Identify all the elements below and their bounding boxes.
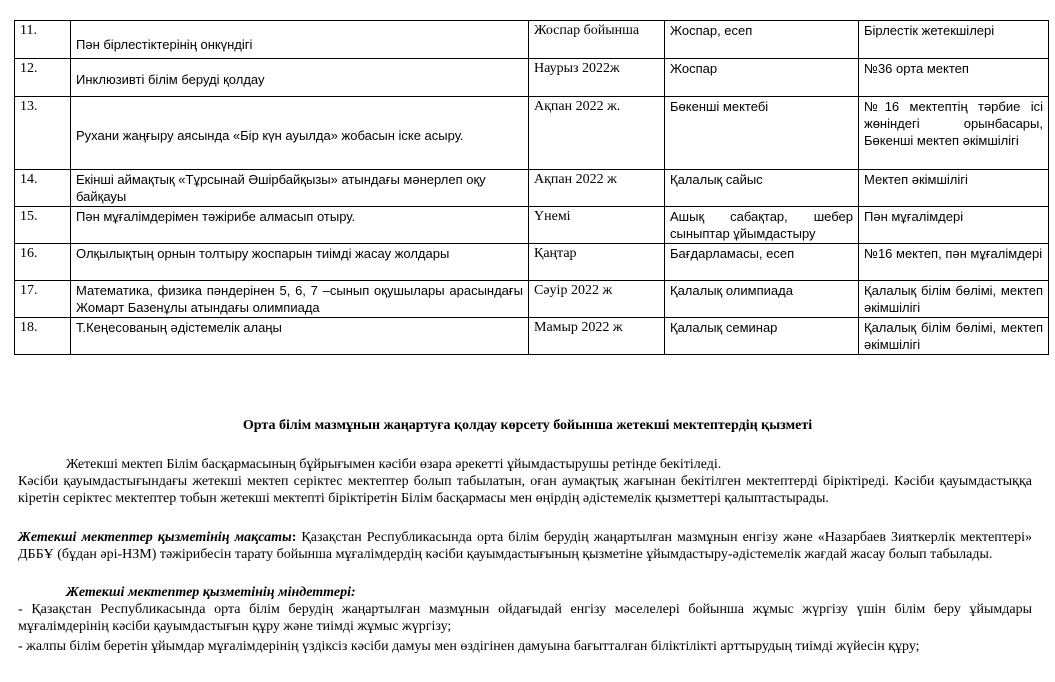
event-cell: Пән мұғалімдерімен тәжірибе алмасып отыру. — [71, 207, 529, 244]
row-number: 16. — [15, 244, 71, 281]
events-table — [14, 20, 1049, 355]
event-text: Пән бірлестіктерінің онкүндігі — [76, 37, 253, 52]
paragraph-intro: Жетекші мектеп Білім басқармасының бұйрығымен кәсіби өзара әрекетті ұйымдастырушы ретінде бекітіледі. — [66, 457, 722, 472]
event-cell — [71, 59, 529, 97]
table-row — [15, 281, 1049, 318]
row-number: 17. — [15, 281, 71, 318]
responsible-cell: №36 орта мектеп — [859, 59, 1049, 97]
table-row — [15, 59, 1049, 97]
date-cell: Сәуір 2022 ж — [529, 281, 665, 318]
section-heading: Орта білім мазмұнын жаңартуға қолдау көрсету бойынша жетекші мектептердің қызметі — [242, 418, 813, 433]
responsible-cell: Пән мұғалімдері — [859, 207, 1049, 244]
event-cell: Т.Кеңесованың әдістемелік алаңы — [71, 318, 529, 355]
responsible-cell: Қалалық білім бөлімі, мектеп әкімшілігі — [859, 318, 1049, 355]
form-cell: Жоспар, есеп — [665, 21, 859, 59]
tasks-label-text: Жетекші мектептер қызметінің міндеттері: — [66, 585, 356, 600]
responsible-cell: №16 мектеп, пән мұғалімдері — [859, 244, 1049, 281]
paragraph-goal: Жетекші мектептер қызметінің мақсаты: Қазақстан Республикасында орта білім берудің жаңартылған мазмұнын енгізу және «Назарбаев Зияткерлік мектептері» ДББҰ (бұдан әрі-НЗМ) тәжірибесін тарату бойынша мұғалімдердің кәсіби қауымдастығының қызметіне ұйымдастыру-әдістемелік жағдай жасау болып табылады. — [18, 530, 1032, 562]
row-number: 12. — [15, 59, 71, 97]
table-row — [15, 244, 1049, 281]
event-cell — [71, 97, 529, 170]
form-cell: Бағдарламасы, есеп — [665, 244, 859, 281]
form-cell: Қалалық семинар — [665, 318, 859, 355]
event-cell — [71, 21, 529, 59]
tasks-label — [18, 584, 1032, 601]
row-number: 18. — [15, 318, 71, 355]
date-cell: Ақпан 2022 ж. — [529, 97, 665, 170]
paragraph-partners: Кәсіби қауымдастығындағы жетекші мектеп серіктес мектептер болып табылатын, оған аумақтық жағынан бекітілген мектептерді біріктіреді. Кәсіби қауымдастыққа кіретін серіктес мектептер тобын жетекші мектепті біріктіретін Білім басқармасы мен өңірдің әдістемелік қызметтері қалыптастырады. — [18, 474, 1032, 506]
date-cell: Қаңтар — [529, 244, 665, 281]
form-cell: Қалалық олимпиада — [665, 281, 859, 318]
row-number: 13. — [15, 97, 71, 170]
table-row — [15, 170, 1049, 207]
task-item: - Қазақстан Республикасында орта білім берудің жаңартылған мазмұнын ойдағыдай енгізу мәселелері бойынша жұмыс жүргізу үшін білім беру ұйымдары мұғалімдерінің кәсіби қауымдастығын құру және тиімді жұмыс жүргізу; — [18, 602, 1032, 634]
goal-text: Қазақстан Республикасында орта білім берудің жаңартылған мазмұнын енгізу және «Назарбаев Зияткерлік мектептері» ДББҰ (бұдан әрі-НЗМ) тәжірибесін тарату бойынша мұғалімдердің кәсіби қауымдастығының қызметіне ұйымдастыру-әдістемелік жағдай жасау болып табылады. — [18, 530, 1032, 562]
row-number: 14. — [15, 170, 71, 207]
date-cell: Жоспар бойынша — [529, 21, 665, 59]
row-number: 15. — [15, 207, 71, 244]
table-row — [15, 97, 1049, 170]
form-cell: Ашық сабақтар, шебер сыныптар ұйымдастыру — [665, 207, 859, 244]
event-cell: Олқылықтың орнын толтыру жоспарын тиімді жасау жолдары — [71, 244, 529, 281]
table-row — [15, 21, 1049, 59]
table-row — [15, 318, 1049, 355]
task-item: - жалпы білім беретін ұйымдар мұғалімдерінің үздіксіз кәсіби дамуы мен өздігінен дамуына бағытталған біліктілікті арттырудың тиімді жүйесін құру; — [18, 639, 920, 654]
event-cell: Екінші аймақтық «Тұрсынай Әшірбайқызы» атындағы мәнерлеп оқу байқауы — [71, 170, 529, 207]
date-cell: Ақпан 2022 ж — [529, 170, 665, 207]
event-cell: Математика, физика пәндерінен 5, 6, 7 –сынып оқушылары арасындағы Жомарт Базенұлы атындағы олимпиада — [71, 281, 529, 318]
goal-label: Жетекші мектептер қызметінің мақсаты — [18, 530, 292, 545]
responsible-cell: Мектеп әкімшілігі — [859, 170, 1049, 207]
table-row — [15, 207, 1049, 244]
event-text: Инклюзивті білім беруді қолдау — [76, 72, 265, 87]
responsible-cell: №16 мектептің тәрбие ісі жөніндегі орынбасары, Бөкенші мектеп әкімшілігі — [859, 97, 1049, 170]
form-cell: Бөкенші мектебі — [665, 97, 859, 170]
event-text: Рухани жаңғыру аясында «Бір күн ауылда» жобасын іске асыру. — [76, 128, 464, 143]
date-cell: Үнемі — [529, 207, 665, 244]
responsible-cell: Қалалық білім бөлімі, мектеп әкімшілігі — [859, 281, 1049, 318]
responsible-cell: Бірлестік жетекшілері — [859, 21, 1049, 59]
row-number: 11. — [15, 21, 71, 59]
date-cell: Мамыр 2022 ж — [529, 318, 665, 355]
date-cell: Наурыз 2022ж — [529, 59, 665, 97]
form-cell: Қалалық сайыс — [665, 170, 859, 207]
form-cell: Жоспар — [665, 59, 859, 97]
